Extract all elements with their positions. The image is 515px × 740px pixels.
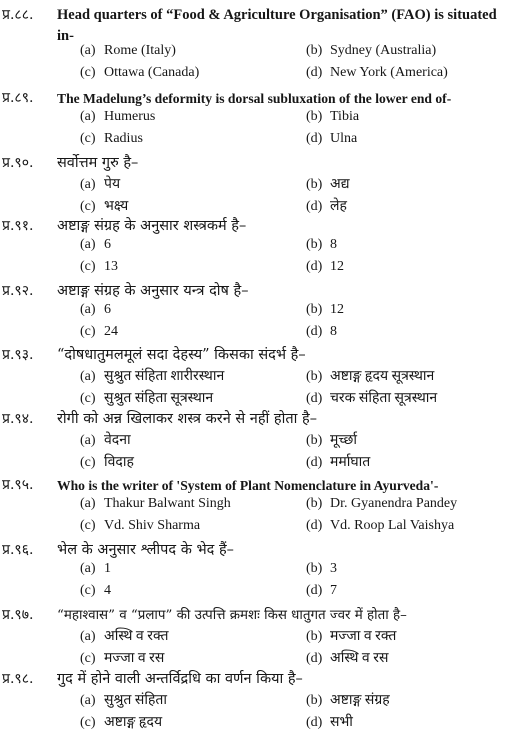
option-d[interactable]: (d) मर्माघात xyxy=(306,455,371,470)
option-c[interactable]: (c) 24 xyxy=(80,324,118,339)
option-d[interactable]: (d) चरक संहिता सूत्रस्थान xyxy=(306,391,438,406)
question-text: अष्टाङ्ग संग्रह के अनुसार शस्त्रकर्म है– xyxy=(57,218,247,234)
option-c[interactable]: (c) 4 xyxy=(80,583,111,598)
option-c[interactable]: (c) Vd. Shiv Sharma xyxy=(80,518,201,533)
option-c[interactable]: (c) भक्ष्य xyxy=(80,199,129,214)
question-text: Who is the writer of 'System of Plant Nomenclature in Ayurveda'- xyxy=(57,478,439,493)
question-text: गुद में होने वाली अन्तर्विद्रधि का वर्णन किया है– xyxy=(57,671,303,687)
option-c[interactable]: (c) Radius xyxy=(80,131,143,146)
option-c[interactable]: (c) मज्जा व रस xyxy=(80,651,165,666)
option-a[interactable]: (a) 1 xyxy=(80,561,111,576)
option-a[interactable]: (a) Thakur Balwant Singh xyxy=(80,496,231,511)
option-a[interactable]: (a) Humerus xyxy=(80,109,156,124)
question-text: अष्टाङ्ग संग्रह के अनुसार यन्त्र दोष है– xyxy=(57,283,249,299)
option-b[interactable]: (b) अष्टाङ्ग संग्रह xyxy=(306,693,390,708)
question-number: प्र.९२. xyxy=(2,283,34,299)
question-text: सर्वोत्तम गुरु है– xyxy=(57,155,139,171)
option-d[interactable]: (d) अस्थि व रस xyxy=(306,651,389,666)
option-a[interactable]: (a) 6 xyxy=(80,302,111,317)
option-b[interactable]: (b) 3 xyxy=(306,561,337,576)
question-number: प्र.९८. xyxy=(2,671,34,687)
option-b[interactable]: (b) अद्य xyxy=(306,177,350,192)
option-d[interactable]: (d) 7 xyxy=(306,583,337,598)
option-d[interactable]: (d) 12 xyxy=(306,259,344,274)
question-number: प्र.९५. xyxy=(2,477,34,493)
option-a[interactable]: (a) वेदना xyxy=(80,433,131,448)
option-b[interactable]: (b) मूर्च्छा xyxy=(306,433,357,448)
option-b[interactable]: (b) अष्टाङ्ग हृदय सूत्रस्थान xyxy=(306,369,435,384)
option-a[interactable]: (a) अस्थि व रक्त xyxy=(80,629,169,644)
option-d[interactable]: (d) Ulna xyxy=(306,131,358,146)
question-number: प्र.९४. xyxy=(2,411,34,427)
option-c[interactable]: (c) विदाह xyxy=(80,455,134,470)
option-c[interactable]: (c) सुश्रुत संहिता सूत्रस्थान xyxy=(80,391,214,406)
option-d[interactable]: (d) सभी xyxy=(306,715,353,730)
option-a[interactable]: (a) Rome (Italy) xyxy=(80,43,176,58)
option-c[interactable]: (c) 13 xyxy=(80,259,118,274)
option-a[interactable]: (a) सुश्रुत संहिता xyxy=(80,693,167,708)
question-number: प्र.९१. xyxy=(2,218,34,234)
question-number: प्र.९६. xyxy=(2,542,34,558)
option-c[interactable]: (c) अष्टाङ्ग हृदय xyxy=(80,715,163,730)
option-a[interactable]: (a) पेय xyxy=(80,177,121,192)
option-c[interactable]: (c) Ottawa (Canada) xyxy=(80,65,200,80)
option-b[interactable]: (b) Tibia xyxy=(306,109,360,124)
option-b[interactable]: (b) 12 xyxy=(306,302,344,317)
option-d[interactable]: (d) Vd. Roop Lal Vaishya xyxy=(306,518,455,533)
question-number: प्र.९३. xyxy=(2,347,34,363)
option-b[interactable]: (b) मज्जा व रक्त xyxy=(306,629,397,644)
question-text: रोगी को अन्न खिलाकर शस्त्र करने से नहीं होता है– xyxy=(57,411,317,427)
question-number: प्र.९०. xyxy=(2,155,34,171)
option-a[interactable]: (a) सुश्रुत संहिता शारीरस्थान xyxy=(80,369,225,384)
option-d[interactable]: (d) 8 xyxy=(306,324,337,339)
question-text: “दोषधातुमलमूलं सदा देहस्य” किसका संदर्भ है– xyxy=(57,347,306,363)
option-d[interactable]: (d) New York (America) xyxy=(306,65,448,80)
question-text: The Madelung’s deformity is dorsal subluxation of the lower end of- xyxy=(57,91,452,106)
option-d[interactable]: (d) लेह xyxy=(306,199,347,214)
option-b[interactable]: (b) Dr. Gyanendra Pandey xyxy=(306,496,458,511)
option-b[interactable]: (b) Sydney (Australia) xyxy=(306,43,437,58)
option-a[interactable]: (a) 6 xyxy=(80,237,111,252)
question-number: प्र.८९. xyxy=(2,90,34,106)
question-text: “महाश्वास” व “प्रलाप” की उत्पत्ति क्रमशः किस धातुगत ज्वर में होता है– xyxy=(57,608,407,623)
question-text: Head quarters of “Food & Agriculture Organisation” (FAO) is situated in- xyxy=(57,7,497,44)
question-number: प्र.८८. xyxy=(2,7,34,23)
question-text: भेल के अनुसार श्लीपद के भेद हैं– xyxy=(57,542,234,558)
option-b[interactable]: (b) 8 xyxy=(306,237,337,252)
question-number: प्र.९७. xyxy=(2,607,34,623)
